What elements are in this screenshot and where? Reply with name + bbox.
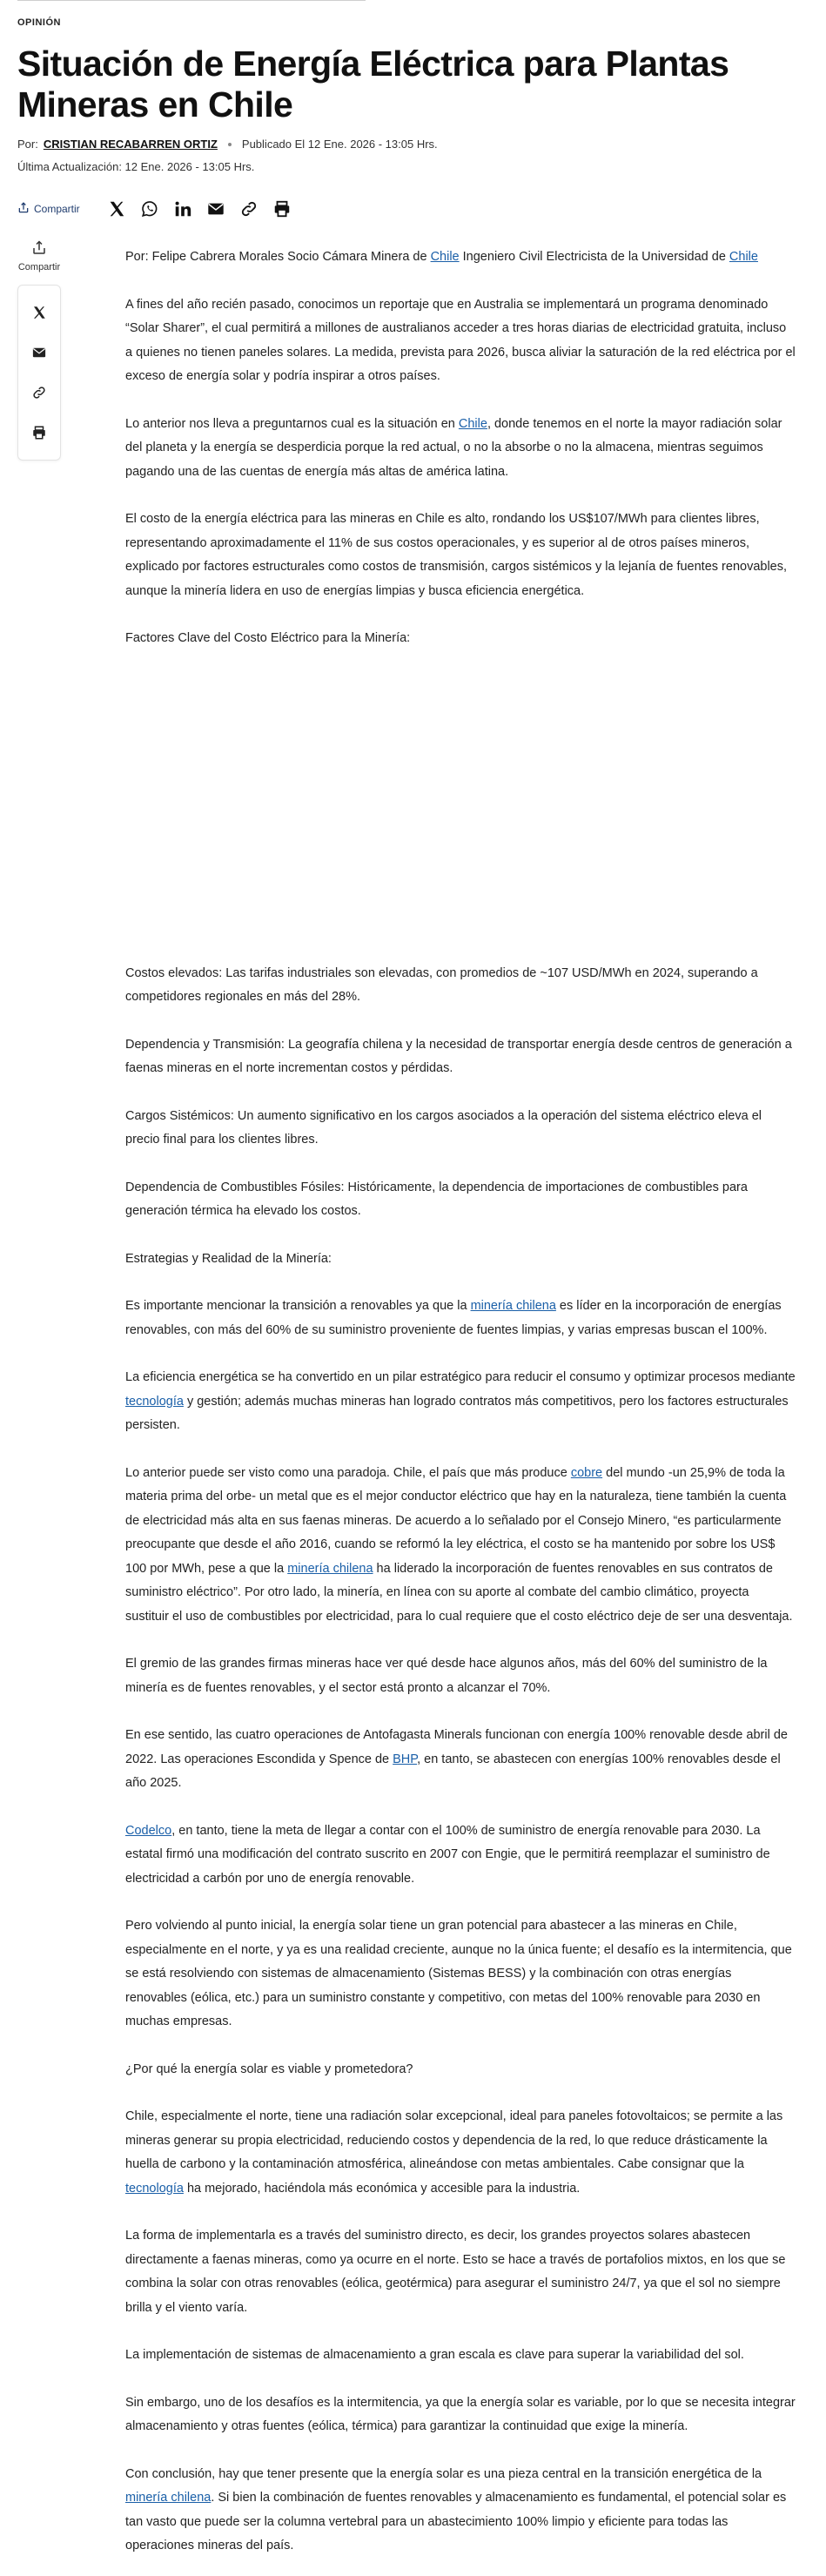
- link-bhp[interactable]: BHP: [393, 1752, 418, 1766]
- text: , donde tenemos en el norte la mayor radiación solar del planeta y la energía se desperdicia porque la red actual, o no la absorbe o no la almacena, mientras seguimos pagando una de las cuentas de energía más altas de américa latina.: [125, 416, 782, 479]
- link-chile[interactable]: Chile: [458, 416, 487, 431]
- text: Lo anterior puede ser visto como una paradoja. Chile, el país que más produce: [125, 1465, 571, 1480]
- text: ha liderado la incorporación de fuentes renovables en sus contratos de suministro eléctrico”. Por otro lado, la minería, en línea con su aporte al combate del cambio climático, proyecta sustituir el uso de combustibles por electricidad, para lo cual requiere que el costo eléctrico deje de ser una desventaja.: [125, 1561, 793, 1624]
- paragraph: [125, 1724, 796, 1796]
- share-button[interactable]: [17, 202, 80, 217]
- page-title: Situación de Energía Eléctrica para Plantas Mineras en Chile: [17, 44, 729, 124]
- whatsapp-icon[interactable]: [139, 198, 160, 219]
- author-link[interactable]: CRISTIAN RECABARREN ORTIZ: [43, 138, 218, 151]
- paragraph: [125, 413, 796, 485]
- separator-dot: [228, 143, 232, 146]
- paragraph-author-credit: [125, 245, 796, 270]
- paragraph: El gremio de las grandes firmas mineras hace ver qué desde hace algunos años, más del 60% del suministro de la minería es de fuentes renovables, y el sector está pronto a alcanzar el 70%.: [125, 1657, 768, 1695]
- email-icon[interactable]: [29, 342, 50, 363]
- link-icon[interactable]: [238, 198, 259, 219]
- text: Es importante mencionar la transición a renovables ya que la: [125, 1299, 471, 1313]
- link-icon[interactable]: [29, 382, 50, 403]
- paragraph: La forma de implementarla es a través del suministro directo, es decir, los grandes proyectos solares abastecen directamente a faenas mineras, como ya ocurre en el norte. Esto se hace a través de portafolios mixtos, en los que se combina la solar con otras renovables (eólica, geotérmica) para asegurar el suministro 24/7, ya que el sol no siempre brilla y el viento varía.: [125, 2229, 786, 2315]
- share-label: Compartir: [34, 203, 80, 215]
- embedded-media-placeholder: [125, 651, 796, 962]
- paragraph: [125, 2105, 796, 2201]
- share-bar: [17, 198, 305, 219]
- text: La eficiencia energética se ha convertido en un pilar estratégico para reducir el consumo y optimizar procesos mediante: [125, 1370, 796, 1384]
- link-mineria-chilena[interactable]: minería chilena: [125, 2491, 212, 2505]
- paragraph: [125, 1366, 796, 1438]
- text: , en tanto, se abastecen con energías 100% renovables desde el año 2025.: [125, 1752, 781, 1790]
- paragraph: La implementación de sistemas de almacenamiento a gran escala es clave para superar la variabilidad del sol.: [125, 2348, 744, 2362]
- x-icon[interactable]: [106, 198, 127, 219]
- byline-prefix: Por:: [17, 138, 38, 151]
- paragraph: Pero volviendo al punto inicial, la energía solar tiene un gran potencial para abastecer a las mineras en Chile, especialmente en el norte, y ya es una realidad creciente, aunque no la única fuente; el desafío es la intermitencia, que se está resolviendo con sistemas de almacenamiento (Sistemas BESS) y la combinación con otras energías renovables (eólica, etc.) para un suministro constante y competitivo, con metas del 100% renovable para 2030 en muchas empresas.: [125, 1919, 792, 2028]
- link-codelco[interactable]: Codelco: [125, 1823, 172, 1838]
- share-icon: [17, 202, 30, 217]
- text: En ese sentido, las cuatro operaciones de Antofagasta Minerals funcionan con energía 100% renovable desde abril de 2022. Las operaciones Escondida y Spence de: [125, 1728, 788, 1766]
- link-tecnologia[interactable]: tecnología: [125, 2181, 184, 2196]
- link-tecnologia[interactable]: tecnología: [125, 1394, 184, 1409]
- top-rule: [17, 0, 366, 3]
- rail-share-box: [17, 285, 61, 461]
- subheading: Estrategias y Realidad de la Minería:: [125, 1251, 332, 1266]
- text: es líder en la incorporación de energías renovables, con más del 60% de su suministro proveniente de fuentes limpias, y varias empresas buscan el 100%.: [125, 1299, 782, 1337]
- paragraph: El costo de la energía eléctrica para las mineras en Chile es alto, rondando los US$107/MWh para clientes libres, representando aproximadamente el 11% de sus costos operacionales, y es superior al de otros países mineros, explicado por factores estructurales como costos de transmisión, cargos sistémicos y la lejanía de fuentes renovables, aunque la minería lidera en uso de energías limpias y busca eficiencia energética.: [125, 512, 788, 598]
- paragraph: Sin embargo, uno de los desafíos es la intermitencia, ya que la energía solar es variable, por lo que se necesita integrar almacenamiento y otras fuentes (eólica, térmica) para garantizar la continuidad que exige la minería.: [125, 2395, 796, 2433]
- paragraph: Dependencia y Transmisión: La geografía chilena y la necesidad de transportar energía desde centros de generación a faenas mineras en el norte incrementan costos y pérdidas.: [125, 1037, 792, 1075]
- link-chile[interactable]: Chile: [729, 250, 758, 264]
- text: Con conclusión, hay que tener presente que la energía solar es una pieza central en la transición energética de la: [125, 2466, 762, 2481]
- link-mineria-chilena[interactable]: minería chilena: [287, 1561, 373, 1576]
- text: Ingeniero Civil Electricista de la Universidad de: [459, 250, 729, 264]
- updated-date: Última Actualización: 12 Ene. 2026 - 13:05 Hrs.: [17, 160, 255, 173]
- print-icon[interactable]: [29, 422, 50, 443]
- paragraph: [125, 1819, 796, 1892]
- rail-share-button[interactable]: [17, 240, 61, 272]
- print-icon[interactable]: [272, 198, 292, 219]
- text: Chile, especialmente el norte, tiene una radiación solar excepcional, ideal para paneles fotovoltaicos; se permite a las mineras generar su propia electricidad, reduciendo costos y dependencia de la red, lo que reduce drásticamente la huella de carbono y la contaminación atmosférica, alineándose con metas ambientales. Cabe consignar que la: [125, 2109, 783, 2171]
- x-icon[interactable]: [29, 302, 50, 323]
- paragraph: Costos elevados: Las tarifas industriales son elevadas, con promedios de ~107 USD/MWh en 2024, superando a competidores regionales en más del 28%.: [125, 965, 758, 1004]
- linkedin-icon[interactable]: [172, 198, 193, 219]
- text: , en tanto, tiene la meta de llegar a contar con el 100% de suministro de energía renovable para 2030. La estatal firmó una modificación del contrato suscrito en 2007 con Engie, que le permitirá reemplazar el suministro de electricidad a carbón por uno de energía renovable.: [125, 1823, 770, 1886]
- section-tag[interactable]: OPINIÓN: [17, 17, 61, 28]
- article-body: [125, 245, 796, 2559]
- paragraph: [125, 2463, 796, 2559]
- paragraph: [125, 1295, 796, 1342]
- paragraph: Cargos Sistémicos: Un aumento significativo en los cargos asociados a la operación del sistema eléctrico eleva el precio final para los clientes libres.: [125, 1108, 762, 1147]
- rail-share-label: Compartir: [17, 262, 61, 272]
- subheading: Factores Clave del Costo Eléctrico para la Minería:: [125, 631, 411, 645]
- text: . Si bien la combinación de fuentes renovables y almacenamiento es fundamental, el potencial solar es tan vasto que puede ser la columna vertebral para un abastecimiento 100% limpio y eficiente para todas las operaciones mineras del país.: [125, 2491, 787, 2552]
- text: del mundo -un 25,9% de toda la materia prima del orbe- un metal que es el mejor conductor eléctrico que hay en la naturaleza, tiene también la cuenta de electricidad más alta en sus faenas mineras. De acuerdo a lo señalado por el Consejo Minero, “es particularmente preocupante que desde el año 2016, cuando se reformó la ley eléctrica, el costo se ha mantenido por sobre los US$ 100 por MWh, pese a que la: [125, 1465, 787, 1576]
- paragraph: A fines del año recién pasado, conocimos un reportaje que en Australia se implementará un programa denominado “Solar Sharer”, el cual permitirá a millones de australianos acceder a tres horas diarias de electricidad gratuita, incluso a quienes no tienen paneles solares. La medida, prevista para 2026, busca aliviar la saturación de la red eléctrica por el exceso de energía solar y podría inspirar a otros países.: [125, 297, 796, 383]
- paragraph: [125, 1462, 796, 1630]
- paragraph: Dependencia de Combustibles Fósiles: Históricamente, la dependencia de importaciones de combustibles para generación térmica ha elevado los costos.: [125, 1180, 748, 1218]
- link-mineria-chilena[interactable]: minería chilena: [470, 1299, 556, 1313]
- text: y gestión; además muchas mineras han logrado contratos más competitivos, pero los factores estructurales persisten.: [125, 1394, 789, 1432]
- byline: [17, 138, 438, 151]
- published-date: Publicado El 12 Ene. 2026 - 13:05 Hrs.: [241, 138, 438, 151]
- link-chile[interactable]: Chile: [430, 250, 460, 264]
- text: Por: Felipe Cabrera Morales Socio Cámara Minera de: [125, 250, 431, 264]
- text: Lo anterior nos lleva a preguntarnos cual es la situación en: [125, 416, 459, 431]
- subheading: ¿Por qué la energía solar es viable y prometedora?: [125, 2061, 413, 2076]
- share-rail: [17, 240, 61, 461]
- share-icon: [31, 240, 47, 259]
- email-icon[interactable]: [205, 198, 226, 219]
- text: ha mejorado, haciéndola más económica y accesible para la industria.: [183, 2181, 581, 2196]
- link-cobre[interactable]: cobre: [570, 1465, 603, 1480]
